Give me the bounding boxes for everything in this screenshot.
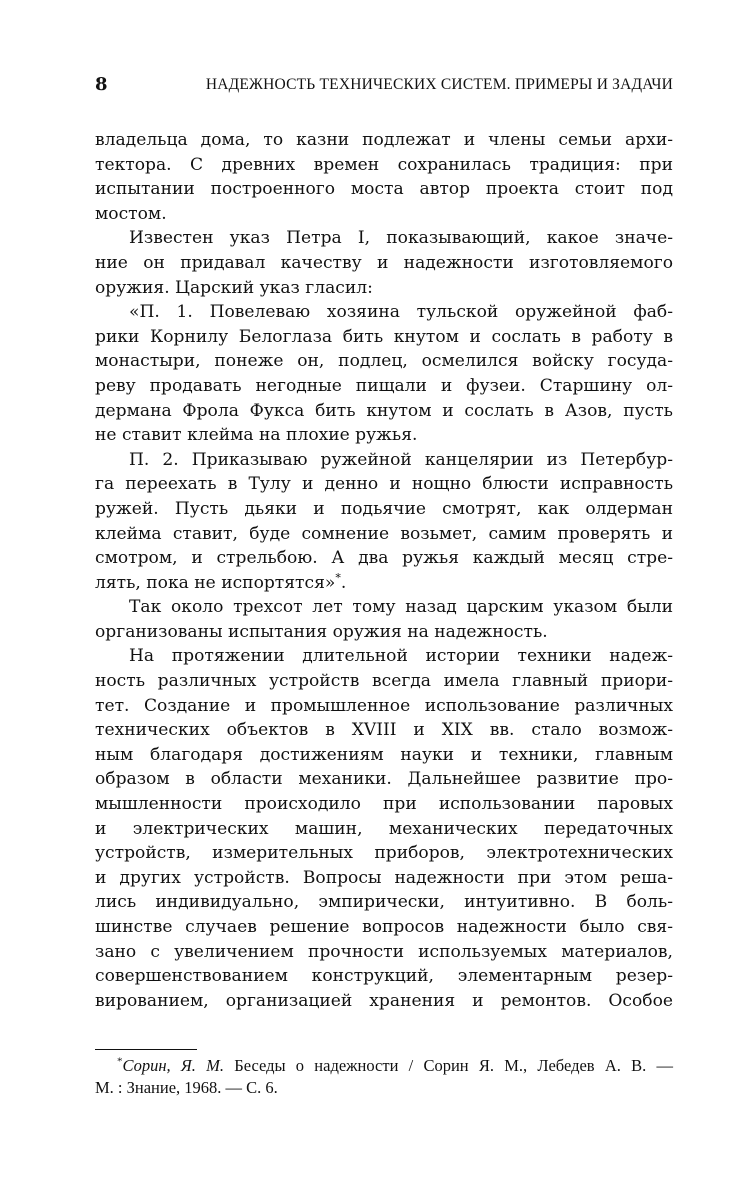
text-line: не ставит клейма на плохие ружья.	[95, 425, 418, 446]
footnote-line: М. : Знание, 1968. — С. 6.	[95, 1078, 278, 1097]
text-line: реву продавать негодные пищали и фузеи. Старшину ол-	[95, 375, 673, 396]
text-line-with-footnote-ref	[95, 571, 673, 596]
text-line: «П. 1. Повелеваю хозяина тульской оружейной фаб-	[129, 302, 673, 323]
text-line: Известен указ Петра I, показывающий, какое значе-	[129, 228, 673, 249]
text-line: тет. Создание и промышленное использование различных	[95, 695, 673, 716]
text-line: совершенствованием конструкций, элементарным резер-	[95, 966, 673, 987]
text-line: и других устройств. Вопросы надежности при этом реша-	[95, 867, 673, 888]
text-line: устройств, измерительных приборов, электротехнических	[95, 843, 673, 864]
text-line: зано с увеличением прочности используемых материалов,	[95, 941, 673, 962]
text-line: На протяжении длительной истории техники надеж-	[129, 646, 673, 667]
text-line: рики Корнилу Белоглаза бить кнутом и сослать в работу в	[95, 326, 673, 347]
text-line: П. 2. Приказываю ружейной канцелярии из Петербур-	[129, 449, 673, 470]
footnote-citation: Беседы о надежности / Сорин Я. М., Лебедев А. В. —	[224, 1056, 673, 1075]
footnote-marker: *	[117, 1055, 123, 1068]
text-line: ным благодаря достижениям науки и техники, главным	[95, 744, 673, 765]
text-line: организованы испытания оружия на надежность.	[95, 621, 548, 642]
text-line: тектора. С древних времен сохранилась традиция: при	[95, 154, 673, 175]
text-line: вированием, организацией хранения и ремонтов. Особое	[95, 990, 673, 1011]
running-head	[95, 74, 673, 100]
page-number: 8	[95, 74, 108, 95]
text-line: мышленности происходило при использовании паровых	[95, 794, 673, 815]
footnote-divider	[95, 1049, 197, 1050]
text-line: ружей. Пусть дьяки и подьячие смотрят, как олдерман	[95, 498, 673, 519]
text-line-content: лять, пока не испортятся»	[95, 572, 336, 593]
text-line: технических объектов в XVIII и XIX вв. стало возмож-	[95, 720, 673, 741]
footnote-line	[95, 1055, 673, 1077]
text-line: оружия. Царский указ гласил:	[95, 277, 373, 298]
text-line: дермана Фрола Фукса бить кнутом и сослать в Азов, пусть	[95, 400, 673, 421]
text-line: владельца дома, то казни подлежат и члены семьи архи-	[95, 130, 673, 150]
text-line: испытании построенного моста автор проекта стоит под	[95, 179, 673, 200]
footnote-reference: *	[335, 571, 341, 584]
text-line: мостом.	[95, 203, 167, 224]
text-line: ние он придавал качеству и надежности изготовляемого	[95, 252, 673, 273]
text-line: клейма ставит, буде сомнение возьмет, самим проверять и	[95, 523, 673, 544]
text-line: лись индивидуально, эмпирически, интуитивно. В боль-	[95, 892, 673, 913]
text-line: смотром, и стрельбою. А два ружья каждый месяц стре-	[95, 548, 673, 569]
main-text	[95, 128, 673, 1013]
running-title: НАДЕЖНОСТЬ ТЕХНИЧЕСКИХ СИСТЕМ. ПРИМЕРЫ И ЗАДАЧИ	[205, 76, 673, 93]
text-line: Так около трехсот лет тому назад царским указом были	[129, 597, 673, 618]
text-line: шинстве случаев решение вопросов надежности было свя-	[95, 917, 673, 937]
footnote-author: Сорин, Я. М.	[122, 1056, 224, 1075]
text-line: ность различных устройств всегда имела главный приори-	[95, 671, 673, 692]
footnote	[95, 1055, 673, 1099]
text-line: и электрических машин, механических передаточных	[95, 818, 673, 839]
text-line: монастыри, понеже он, подлец, осмелился войску госуда-	[95, 351, 673, 372]
text-line: образом в области механики. Дальнейшее развитие про-	[95, 769, 673, 790]
text-line: га переехать в Тулу и денно и нощно блюсти исправность	[95, 474, 673, 495]
text-line-tail: .	[340, 572, 347, 593]
